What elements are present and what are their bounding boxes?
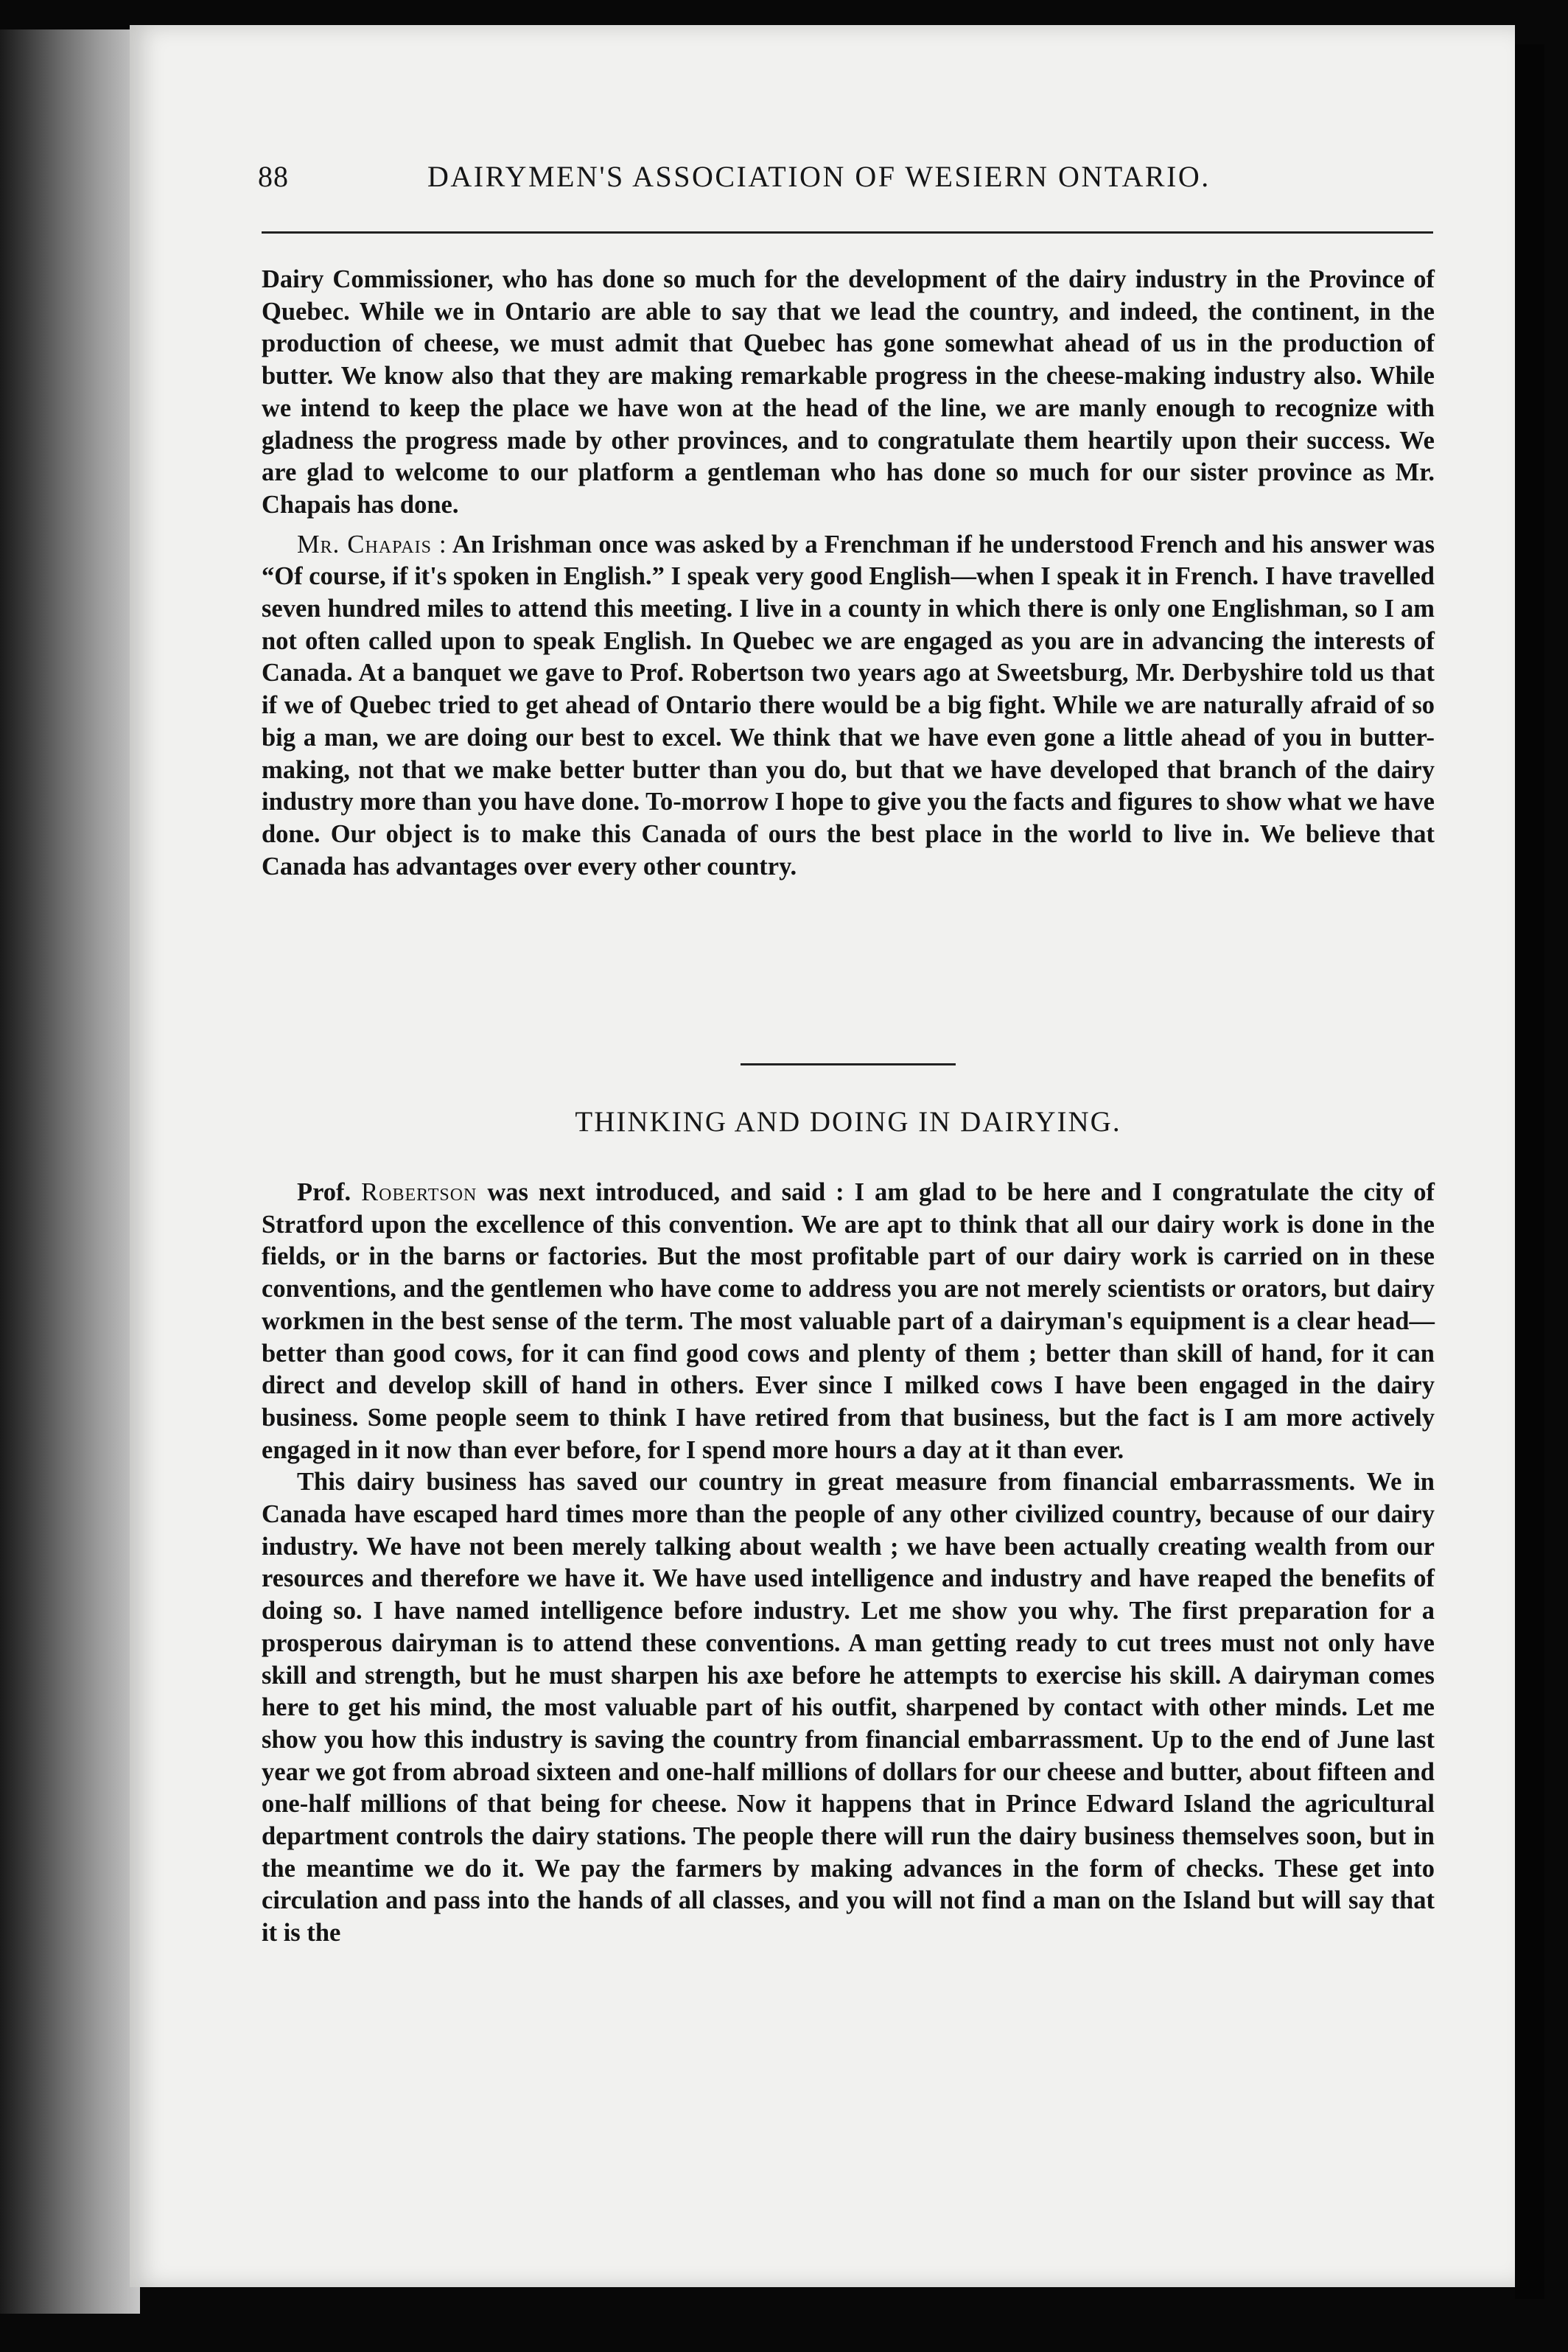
robertson-text: was next introduced, and said : I am glad to be here and I congratulate the city of Stratford upon the excellence of this convention. We are apt to think that all our dairy work is done in the fields, or in the barns or factories. But the most profitable part of our dairy work is carried on in these conventions, and the gentlemen who have come to address you are not merely scientists or orators, but dairy workmen in the best sense of the term. The most valuable part of a dairyman's equipment is a clear head—better than good cows, for it can find good cows and plenty of them ; better than skill of hand, for it can direct and develop skill of hand in others. Ever since I milked cows I have been engaged in the dairy business. Some people seem to think I have retired from that business, but the fact is I am more actively engaged in it now than ever before, for I spend more hours a day at it than ever. (262, 1178, 1435, 1464)
page-number: 88 (258, 160, 289, 193)
body-text-upper (262, 264, 1435, 883)
chapais-paragraph (262, 529, 1435, 883)
robertson-intro: Prof. (297, 1178, 351, 1206)
speaker-chapais: Mr. Chapais : (297, 530, 447, 559)
continued-paragraph: Dairy Commissioner, who has done so much for the development of the dairy industry in the Province of Quebec. While we in Ontario are able to say that we lead the country, and indeed, the continent, in the production of cheese, we must admit that Quebec has gone somewhat ahead of us in the production of butter. We know also that they are making remarkable progress in the cheese-making industry also. While we intend to keep the place we have won at the head of the line, we are manly enough to recognize with gladness the progress made by other provinces, and to congratulate them heartily upon their success. We are glad to welcome to our platform a gentleman who has done so much for our sister province as Mr. Chapais has done. (262, 265, 1435, 519)
scan-right-edge (1515, 44, 1544, 2299)
section-divider (741, 1063, 956, 1065)
speaker-robertson: Robertson (361, 1178, 477, 1206)
section-title: THINKING AND DOING IN DAIRYING. (575, 1106, 1121, 1138)
header-rule (262, 231, 1433, 234)
running-head: DAIRYMEN'S ASSOCIATION OF WESIERN ONTARIO. (427, 160, 1211, 193)
book-binding-gutter (0, 29, 140, 2314)
chapais-text: An Irishman once was asked by a Frenchman if he understood French and his answer was “Of course, if it's spoken in English.” I speak very good English—when I speak it in French. I have travelled seven hundred miles to attend this meeting. I live in a county in which there is only one Englishman, so I am not often called upon to speak English. In Quebec we are engaged as you are in advancing the interests of Canada. At a banquet we gave to Prof. Robertson two years ago at Sweetsburg, Mr. Derbyshire told us that if we of Quebec tried to get ahead of Ontario there would be a big fight. While we are naturally afraid of so big a man, we are doing our best to excel. We think that we have even gone a little ahead of you in butter-making, not that we make better butter than you do, but that we have developed that branch of the dairy industry more than you have done. To-morrow I hope to give you the facts and figures to show what we have done. Our object is to make this Canada of ours the best place in the world to live in. We believe that Canada has advantages over every other country. (262, 530, 1435, 881)
final-paragraph: This dairy business has saved our country in great measure from financial embarrassments. We in Canada have escaped hard times more than the people of any other civilized country, because of our dairy industry. We have not been merely talking about wealth ; we have been actually creating wealth from our resources and therefore we have it. We have used intelligence and industry and have reaped the benefits of doing so. I have named intelligence before industry. Let me show you why. The first preparation for a prosperous dairyman is to attend these conventions. A man getting ready to cut trees must not only have skill and strength, but he must sharpen his axe before he attempts to exercise his skill. A dairyman comes here to get his mind, the most valuable part of his outfit, sharpened by contact with other minds. Let me show you how this industry is saving the country from financial embarrassment. Up to the end of June last year we got from abroad sixteen and one-half millions of dollars for our cheese and butter, about fifteen and one-half millions of that being for cheese. Now it happens that in Prince Edward Island the agricultural department controls the dairy stations. The people there will run the dairy business themselves soon, but in the meantime we do it. We pay the farmers by making advances in the form of checks. These get into circulation and pass into the hands of all classes, and you will not find a man on the Island but will say that it is the (262, 1468, 1435, 1947)
robertson-paragraph (262, 1177, 1435, 1466)
body-text-lower (262, 1177, 1435, 1950)
page-header (258, 159, 1437, 203)
